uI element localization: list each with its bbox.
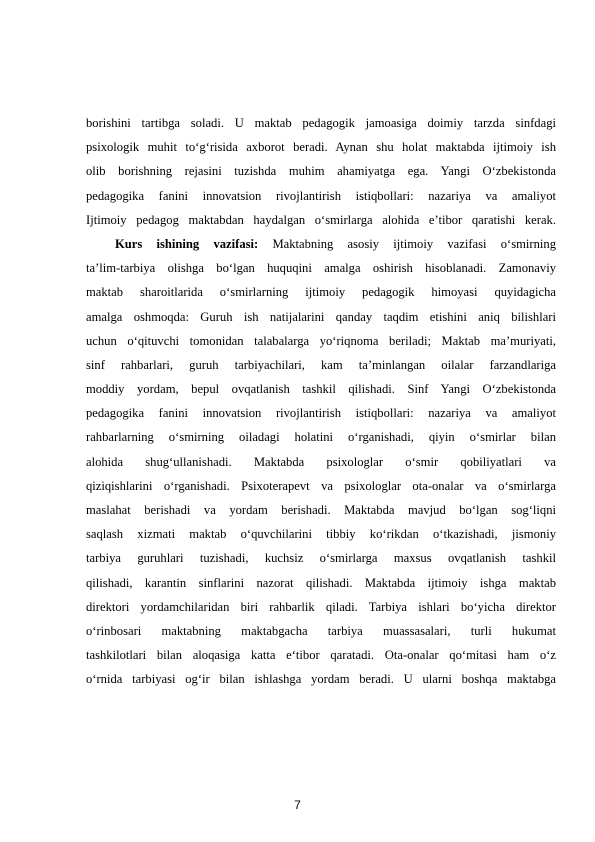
text-line: qilishadi, karantin sinflarini nazorat qilishadi. Maktabda ijtimoiy ishga maktab bbox=[86, 575, 556, 590]
body-text bbox=[86, 111, 556, 692]
text-line: sinf rahbarlari, guruh tarbiyachilari, kam ta’minlangan oilalar farzandlariga bbox=[86, 357, 556, 372]
text-line: uchun o‘qituvchi tomonidan talabalarga yo‘riqnoma beriladi; Maktab ma’muriyati, bbox=[86, 333, 556, 348]
text-line: direktori yordamchilaridan biri rahbarlik qiladi. Tarbiya ishlari bo‘yicha direktor bbox=[86, 599, 556, 614]
text-line: qiziqishlarini o‘rganishadi. Psixoterapevt va psixologlar ota-onalar va o‘smirlarga bbox=[86, 478, 556, 493]
text-line: maktab sharoitlarida o‘smirlarning ijtimoiy pedagogik himoyasi quyidagicha bbox=[86, 285, 556, 300]
heading-line-text: Maktabning asosiy ijtimoiy vazifasi o‘smirning bbox=[258, 236, 556, 251]
text-line: ta’lim-tarbiya olishga bo‘lgan huquqini amalga oshirish hisoblanadi. Zamonaviy bbox=[86, 261, 556, 276]
task-heading: Kurs ishining vazifasi: bbox=[115, 236, 259, 251]
text-line: amalga oshmoqda: Guruh ish natijalarini qanday taqdim etishini aniq bilishlari bbox=[86, 309, 556, 324]
text-line: tashkilotlari bilan aloqasiga katta e‘tibor qaratadi. Ota-onalar qo‘mitasi ham o‘z bbox=[86, 648, 556, 663]
text-line: borishini tartibga soladi. U maktab pedagogik jamoasiga doimiy tarzda sinfdagi bbox=[86, 116, 556, 130]
text-line: moddiy yordam, bepul ovqatlanish tashkil qilishadi. Sinf Yangi O‘zbekistonda bbox=[86, 382, 556, 397]
text-line: rahbarlarning o‘smirning oiladagi holatini o‘rganishadi, qiyin o‘smirlar bilan bbox=[86, 430, 556, 445]
text-line: pedagogika fanini innovatsion rivojlantirish istiqbollari: nazariya va amaliyot bbox=[86, 406, 556, 421]
page-number: 7 bbox=[294, 798, 301, 812]
text-line: saqlash xizmati maktab o‘quvchilarini tibbiy ko‘rikdan o‘tkazishadi, jismoniy bbox=[86, 527, 556, 542]
text-line: olib borishning rejasini tuzishda muhim ahamiyatga ega. Yangi O‘zbekistonda bbox=[86, 164, 556, 179]
text-line: Ijtimoiy pedagog maktabdan haydalgan o‘smirlarga alohida e’tibor qaratishi kerak. bbox=[86, 212, 556, 227]
text-line: psixologik muhit to‘g‘risida axborot beradi. Aynan shu holat maktabda ijtimoiy ish bbox=[86, 140, 556, 155]
text-line: tarbiya guruhlari tuzishadi, kuchsiz o‘smirlarga maxsus ovqatlanish tashkil bbox=[86, 551, 556, 566]
text-line: pedagogika fanini innovatsion rivojlantirish istiqbollari: nazariya va amaliyot bbox=[86, 188, 556, 203]
paragraph-heading-line bbox=[86, 232, 556, 256]
text-line: maslahat berishadi va yordam berishadi. Maktabda mavjud bo‘lgan sog‘liqni bbox=[86, 503, 556, 517]
text-line: alohida shug‘ullanishadi. Maktabda psixologlar o‘smir qobiliyatlari va bbox=[86, 454, 556, 469]
text-line: o‘rnida tarbiyasi og‘ir bilan ishlashga yordam beradi. U ularni boshqa maktabga bbox=[86, 672, 556, 687]
text-line: o‘rinbosari maktabning maktabgacha tarbiya muassasalari, turli hukumat bbox=[86, 623, 556, 638]
